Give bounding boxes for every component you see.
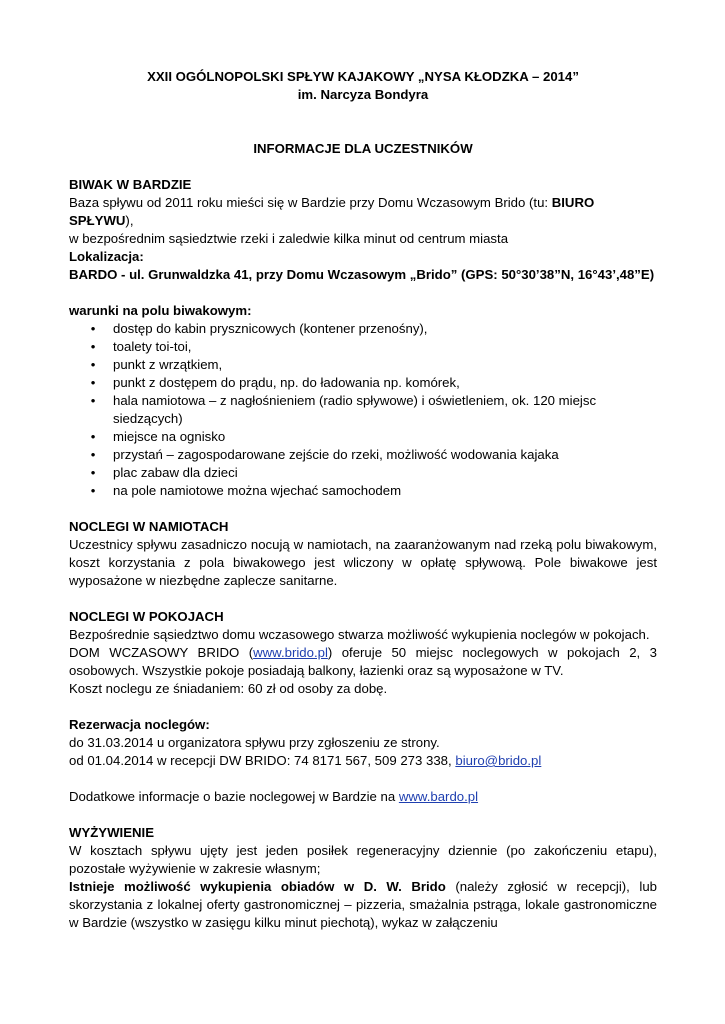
list-item: [69, 338, 657, 356]
list-item: [69, 374, 657, 392]
list-item: [69, 320, 657, 338]
conditions-heading: warunki na polu biwakowym:: [69, 303, 252, 318]
document-content: [69, 68, 657, 932]
list-item-text: przystań – zagospodarowane zejście do rzeki, możliwość wodowania kajaka: [113, 447, 559, 462]
section-heading-wyzywienie: WYŻYWIENIE: [69, 825, 154, 840]
pokoje-offer-after: ) oferuje 50 miejsc noclegowych w pokojach 2, 3 osobowych. Wszystkie pokoje posiadają balkony, łazienki oraz są wyposażone w TV.: [69, 645, 657, 678]
conditions-list: [69, 320, 657, 500]
biwak-text-after: ),: [125, 213, 134, 228]
section-rezerwacja: [69, 716, 657, 770]
list-item-text: hala namiotowa – z nagłośnieniem (radio spływowe) i oświetleniem, ok. 120 miejsc siedzących): [113, 393, 597, 426]
location-value: BARDO - ul. Grunwaldzka 41, przy Domu Wczasowym „Brido” (GPS: 50°30’38”N, 16°43’,48”E): [69, 267, 655, 282]
section-heading-namioty: NOCLEGI W NAMIOTACH: [69, 519, 229, 534]
bullet-icon: •: [90, 393, 96, 408]
dodatkowe-text-before: Dodatkowe informacje o bazie noclegowej w Bardzie na: [69, 789, 399, 804]
list-item-text: miejsce na ognisko: [113, 429, 226, 444]
list-item: [69, 482, 657, 500]
pokoje-line1: Bezpośrednie sąsiedztwo domu wczasowego stwarza możliwość wykupienia noclegów w pokojach.: [69, 627, 650, 642]
list-item-text: punkt z wrzątkiem,: [113, 357, 223, 372]
section-namioty: [69, 518, 657, 590]
bullet-icon: •: [90, 483, 96, 498]
biwak-description: [69, 194, 657, 230]
section-dodatkowe: [69, 788, 657, 806]
biwak-office-label: BIURO SPŁYWU: [69, 195, 595, 228]
rezerwacja-line2: [69, 752, 657, 770]
bullet-icon: •: [90, 339, 96, 354]
biwak-text-before: Baza spływu od 2011 roku mieści się w Bardzie przy Domu Wczasowym Brido (tu:: [69, 195, 552, 210]
location-label: Lokalizacja:: [69, 249, 144, 264]
bardo-website-link[interactable]: www.bardo.pl: [398, 789, 479, 804]
wyzywienie-text2: [69, 878, 657, 932]
section-heading-pokoje: NOCLEGI W POKOJACH: [69, 609, 224, 624]
bullet-icon: •: [90, 465, 96, 480]
wyzywienie-text1: W kosztach spływu ujęty jest jeden posiłek regeneracyjny dziennie (po zakończeniu etapu), pozostałe wyżywienie w zakresie własnym;: [69, 843, 657, 876]
rezerwacja-contact: od 01.04.2014 w recepcji DW BRIDO: 74 8171 567, 509 273 338,: [69, 753, 456, 768]
brido-email-link[interactable]: biuro@brido.pl: [455, 753, 542, 768]
list-item-text: punkt z dostępem do prądu, np. do ładowania np. komórek,: [113, 375, 460, 390]
pokoje-offer-before: DOM WCZASOWY BRIDO (: [69, 645, 254, 660]
list-item-text: na pole namiotowe można wjechać samochodem: [113, 483, 402, 498]
document-subtitle: INFORMACJE DLA UCZESTNIKÓW: [253, 141, 473, 156]
list-item: [69, 428, 657, 446]
wyzywienie-text2-after: (należy zgłosić w recepcji), lub skorzystania z lokalnej oferty gastronomicznej – pizzeria, smażalnia pstrąga, lokale gastronomiczne w Bardzie (wszystko w zasięgu kilku minut piechotą), wykaz w załączeniu: [69, 879, 657, 930]
section-wyzywienie: [69, 824, 657, 932]
brido-website-link[interactable]: www.brido.pl: [253, 645, 328, 660]
namioty-text: Uczestnicy spływu zasadniczo nocują w namiotach, na zaaranżowanym nad rzeką polu biwakowym, koszt korzystania z pola biwakowego jest wliczony w opłatę spływową. Pole biwakowe jest wyposażone w niezbędne zaplecze sanitarne.: [69, 537, 657, 588]
list-item: [69, 392, 657, 428]
list-item-text: dostęp do kabin prysznicowych (kontener przenośny),: [113, 321, 428, 336]
list-item-text: plac zabaw dla dzieci: [113, 465, 238, 480]
pokoje-price: Koszt noclegu ze śniadaniem: 60 zł od osoby za dobę.: [69, 681, 388, 696]
bullet-icon: •: [90, 429, 96, 444]
section-biwak: [69, 176, 657, 500]
bullet-icon: •: [90, 447, 96, 462]
rezerwacja-line1: do 31.03.2014 u organizatora spływu przy zgłoszeniu ze strony.: [69, 735, 440, 750]
wyzywienie-highlight: Istnieje możliwość wykupienia obiadów w D. W. Brido: [69, 879, 446, 894]
pokoje-offer: [69, 644, 657, 680]
document-title-dedication: im. Narcyza Bondyra: [297, 87, 429, 102]
section-pokoje: [69, 608, 657, 698]
list-item-text: toalety toi-toi,: [113, 339, 192, 354]
biwak-description-line2: w bezpośrednim sąsiedztwie rzeki i zaledwie kilka minut od centrum miasta: [69, 231, 509, 246]
list-item: [69, 464, 657, 482]
section-heading-rezerwacja: Rezerwacja noclegów:: [69, 717, 210, 732]
bullet-icon: •: [90, 321, 96, 336]
section-heading-biwak: BIWAK W BARDZIE: [69, 177, 192, 192]
document-title: XXII OGÓLNOPOLSKI SPŁYW KAJAKOWY „NYSA KŁODZKA – 2014”: [147, 69, 579, 84]
list-item: [69, 356, 657, 374]
bullet-icon: •: [90, 357, 96, 372]
bullet-icon: •: [90, 375, 96, 390]
dodatkowe-text: [69, 788, 657, 806]
list-item: [69, 446, 657, 464]
